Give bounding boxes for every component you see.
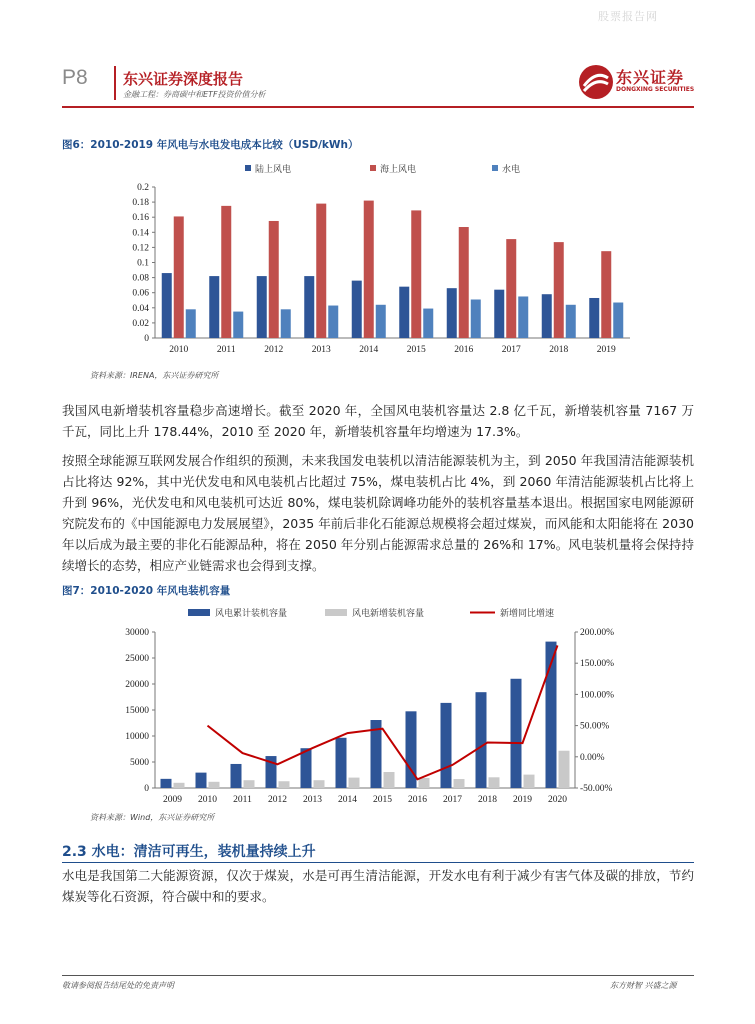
figure7-title: 图7：2010-2020 年风电装机容量 bbox=[62, 585, 231, 597]
figure7-chart bbox=[100, 602, 660, 807]
y-tick-label-left: 10000 bbox=[125, 732, 149, 742]
legend-label: 海上风电 bbox=[380, 165, 417, 175]
legend-swatch bbox=[188, 609, 210, 616]
bar-new bbox=[279, 781, 290, 788]
bar bbox=[186, 309, 196, 338]
figure6-title: 图6：2010-2019 年风电与水电发电成本比较（USD/kWh） bbox=[62, 139, 359, 151]
line-growth-rate bbox=[208, 645, 558, 779]
logo-text-cn: 东兴证券 bbox=[616, 68, 685, 87]
bar bbox=[316, 204, 326, 338]
report-title: 东兴证券深度报告 bbox=[123, 70, 244, 88]
bar bbox=[554, 242, 564, 338]
bar bbox=[423, 309, 433, 338]
x-tick-label: 2010 bbox=[198, 795, 217, 805]
section-title: 2.3 水电：清洁可再生，装机量持续上升 bbox=[62, 844, 316, 860]
figure6-source: 资料来源：IRENA，东兴证券研究所 bbox=[90, 371, 219, 380]
y-tick-label: 0.02 bbox=[132, 318, 149, 329]
bar bbox=[494, 290, 504, 338]
legend-label: 陆上风电 bbox=[255, 165, 292, 175]
bar-cumulative bbox=[161, 779, 172, 788]
x-tick-label: 2018 bbox=[549, 345, 569, 355]
bar bbox=[174, 216, 184, 338]
bar bbox=[364, 201, 374, 338]
y-tick-label-right: 150.00% bbox=[580, 659, 615, 670]
bar bbox=[352, 281, 362, 338]
y-tick-label-left: 25000 bbox=[125, 654, 149, 664]
bar bbox=[459, 227, 469, 338]
bar-cumulative bbox=[336, 738, 347, 788]
bar-new bbox=[384, 772, 395, 788]
logo-text-en: DONGXING SECURITIES bbox=[616, 86, 695, 93]
figure7-source: 资料来源：Wind，东兴证券研究所 bbox=[90, 813, 215, 822]
bar-new bbox=[314, 780, 325, 788]
bar bbox=[281, 309, 291, 338]
legend-label: 风电累计装机容量 bbox=[215, 609, 288, 619]
bar bbox=[518, 296, 528, 338]
x-tick-label: 2011 bbox=[233, 795, 252, 805]
y-tick-label: 0.08 bbox=[132, 273, 149, 284]
y-tick-label: 0.16 bbox=[132, 213, 149, 224]
legend-label: 风电新增装机容量 bbox=[352, 609, 425, 619]
y-tick-label-right: 0.00% bbox=[580, 752, 605, 763]
bar bbox=[411, 210, 421, 338]
figure6-chart bbox=[100, 155, 660, 360]
legend-label: 新增同比增速 bbox=[500, 609, 555, 619]
y-tick-label-left: 15000 bbox=[125, 706, 149, 716]
bar bbox=[601, 251, 611, 338]
bar bbox=[471, 299, 481, 338]
footer-rule bbox=[62, 975, 694, 976]
y-tick-label-right: 200.00% bbox=[580, 628, 615, 638]
x-tick-label: 2016 bbox=[454, 345, 474, 355]
y-tick-label: 0.1 bbox=[137, 258, 149, 269]
paragraph-forecast: 按照全球能源互联网发展合作组织的预测，未来我国发电装机以清洁能源装机为主，到 2050 年我国清洁能源装机占比将达 92%，其中光伏发电和风电装机占比超过 75%，煤电装机占比 4%，到 2060 年清洁能源装机占比将上升到 96%，光伏发电和风电装机可达近 80%，煤电装机除调峰功能外的装机容量基本退出。根据国家电网能源研究院发布的《中国能源电力发展展望》，2035 年前后非化石能源总规模将会超过煤炭，而风能和太阳能将在 2030 年以后成为最主要的非化石能源品种，将在 2050 年分别占能源需求总量的 26%和 17%。风电装机量将会保持持续增长的态势，相应产业链需求也会得到支撑。 bbox=[62, 453, 694, 573]
bar bbox=[209, 276, 219, 338]
y-tick-label: 0.04 bbox=[132, 303, 149, 314]
watermark: 股票报告网 bbox=[598, 10, 658, 23]
legend-swatch bbox=[370, 165, 376, 171]
bar bbox=[257, 276, 267, 338]
x-tick-label: 2011 bbox=[216, 345, 236, 355]
bar bbox=[162, 273, 172, 338]
paragraph-hydro: 水电是我国第二大能源资源，仅次于煤炭，水是可再生清洁能源，开发水电有利于减少有害气体及碳的排放，节约煤炭等化石资源，符合碳中和的要求。 bbox=[62, 868, 694, 904]
y-tick-label-left: 0 bbox=[144, 784, 149, 794]
bar-new bbox=[454, 779, 465, 788]
y-tick-label: 0.12 bbox=[132, 243, 149, 254]
bar bbox=[221, 206, 231, 338]
bar-new bbox=[209, 782, 220, 788]
x-tick-label: 2016 bbox=[408, 795, 427, 805]
bar-new bbox=[174, 783, 185, 788]
report-subtitle: 金融工程：券商碳中和ETF投资价值分析 bbox=[123, 90, 266, 99]
y-tick-label: 0 bbox=[144, 334, 149, 344]
x-tick-label: 2015 bbox=[373, 795, 392, 805]
bar bbox=[447, 288, 457, 338]
bar-cumulative bbox=[511, 679, 522, 788]
bar bbox=[328, 306, 338, 338]
legend-label: 水电 bbox=[502, 165, 521, 175]
bar-new bbox=[559, 751, 570, 788]
y-tick-label-right: -50.00% bbox=[580, 784, 613, 794]
x-tick-label: 2018 bbox=[478, 795, 497, 805]
bar-cumulative bbox=[231, 764, 242, 788]
legend-swatch bbox=[492, 165, 498, 171]
bar-cumulative bbox=[301, 748, 312, 788]
x-tick-label: 2009 bbox=[163, 795, 182, 805]
bar bbox=[589, 298, 599, 338]
y-tick-label-right: 100.00% bbox=[580, 690, 615, 701]
x-tick-label: 2014 bbox=[359, 345, 379, 355]
y-tick-label: 0.2 bbox=[137, 183, 149, 193]
x-tick-label: 2017 bbox=[501, 345, 521, 355]
paragraph-wind-growth: 我国风电新增装机容量稳步高速增长。截至 2020 年，全国风电装机容量达 2.8 亿千瓦，新增装机容量 7167 万千瓦，同比上升 178.44%，2010 至 2020 年，新增装机容量年均增速为 17.3%。 bbox=[62, 403, 694, 439]
bar-new bbox=[489, 777, 500, 788]
x-tick-label: 2019 bbox=[513, 795, 532, 805]
bar-new bbox=[244, 780, 255, 788]
y-tick-label-left: 20000 bbox=[125, 680, 149, 690]
logo-mark-icon bbox=[578, 64, 614, 100]
x-tick-label: 2013 bbox=[303, 795, 322, 805]
bar-cumulative bbox=[441, 703, 452, 788]
y-tick-label-left: 5000 bbox=[130, 758, 149, 768]
footer-slogan: 东方财智 兴盛之源 bbox=[610, 981, 677, 990]
y-tick-label: 0.06 bbox=[132, 288, 149, 299]
x-tick-label: 2017 bbox=[443, 795, 462, 805]
x-tick-label: 2012 bbox=[264, 345, 284, 355]
y-tick-label-right: 50.00% bbox=[580, 721, 610, 732]
page-number: P8 bbox=[62, 66, 88, 89]
bar bbox=[399, 287, 409, 338]
section-rule bbox=[62, 862, 694, 863]
bar-cumulative bbox=[476, 692, 487, 788]
legend-swatch bbox=[245, 165, 251, 171]
x-tick-label: 2014 bbox=[338, 795, 357, 805]
y-tick-label: 0.14 bbox=[132, 228, 149, 239]
x-tick-label: 2015 bbox=[406, 345, 426, 355]
bar-new bbox=[349, 778, 360, 788]
x-tick-label: 2010 bbox=[169, 345, 189, 355]
bar bbox=[506, 239, 516, 338]
bar bbox=[613, 303, 623, 338]
header-divider bbox=[114, 66, 116, 100]
y-tick-label-left: 30000 bbox=[125, 628, 149, 638]
bar bbox=[376, 305, 386, 338]
bar bbox=[233, 312, 243, 338]
y-tick-label: 0.18 bbox=[132, 198, 149, 209]
bar bbox=[269, 221, 279, 338]
x-tick-label: 2020 bbox=[548, 795, 567, 805]
company-logo bbox=[578, 64, 696, 104]
bar-cumulative bbox=[196, 773, 207, 788]
bar bbox=[304, 276, 314, 338]
footer-disclaimer: 敬请参阅报告结尾处的免责声明 bbox=[62, 981, 174, 990]
bar-new bbox=[419, 778, 430, 788]
bar bbox=[542, 294, 552, 338]
bar-new bbox=[524, 775, 535, 788]
x-tick-label: 2019 bbox=[596, 345, 616, 355]
header-rule bbox=[62, 106, 694, 108]
x-tick-label: 2013 bbox=[311, 345, 331, 355]
x-tick-label: 2012 bbox=[268, 795, 287, 805]
bar bbox=[566, 305, 576, 338]
legend-swatch bbox=[325, 609, 347, 616]
